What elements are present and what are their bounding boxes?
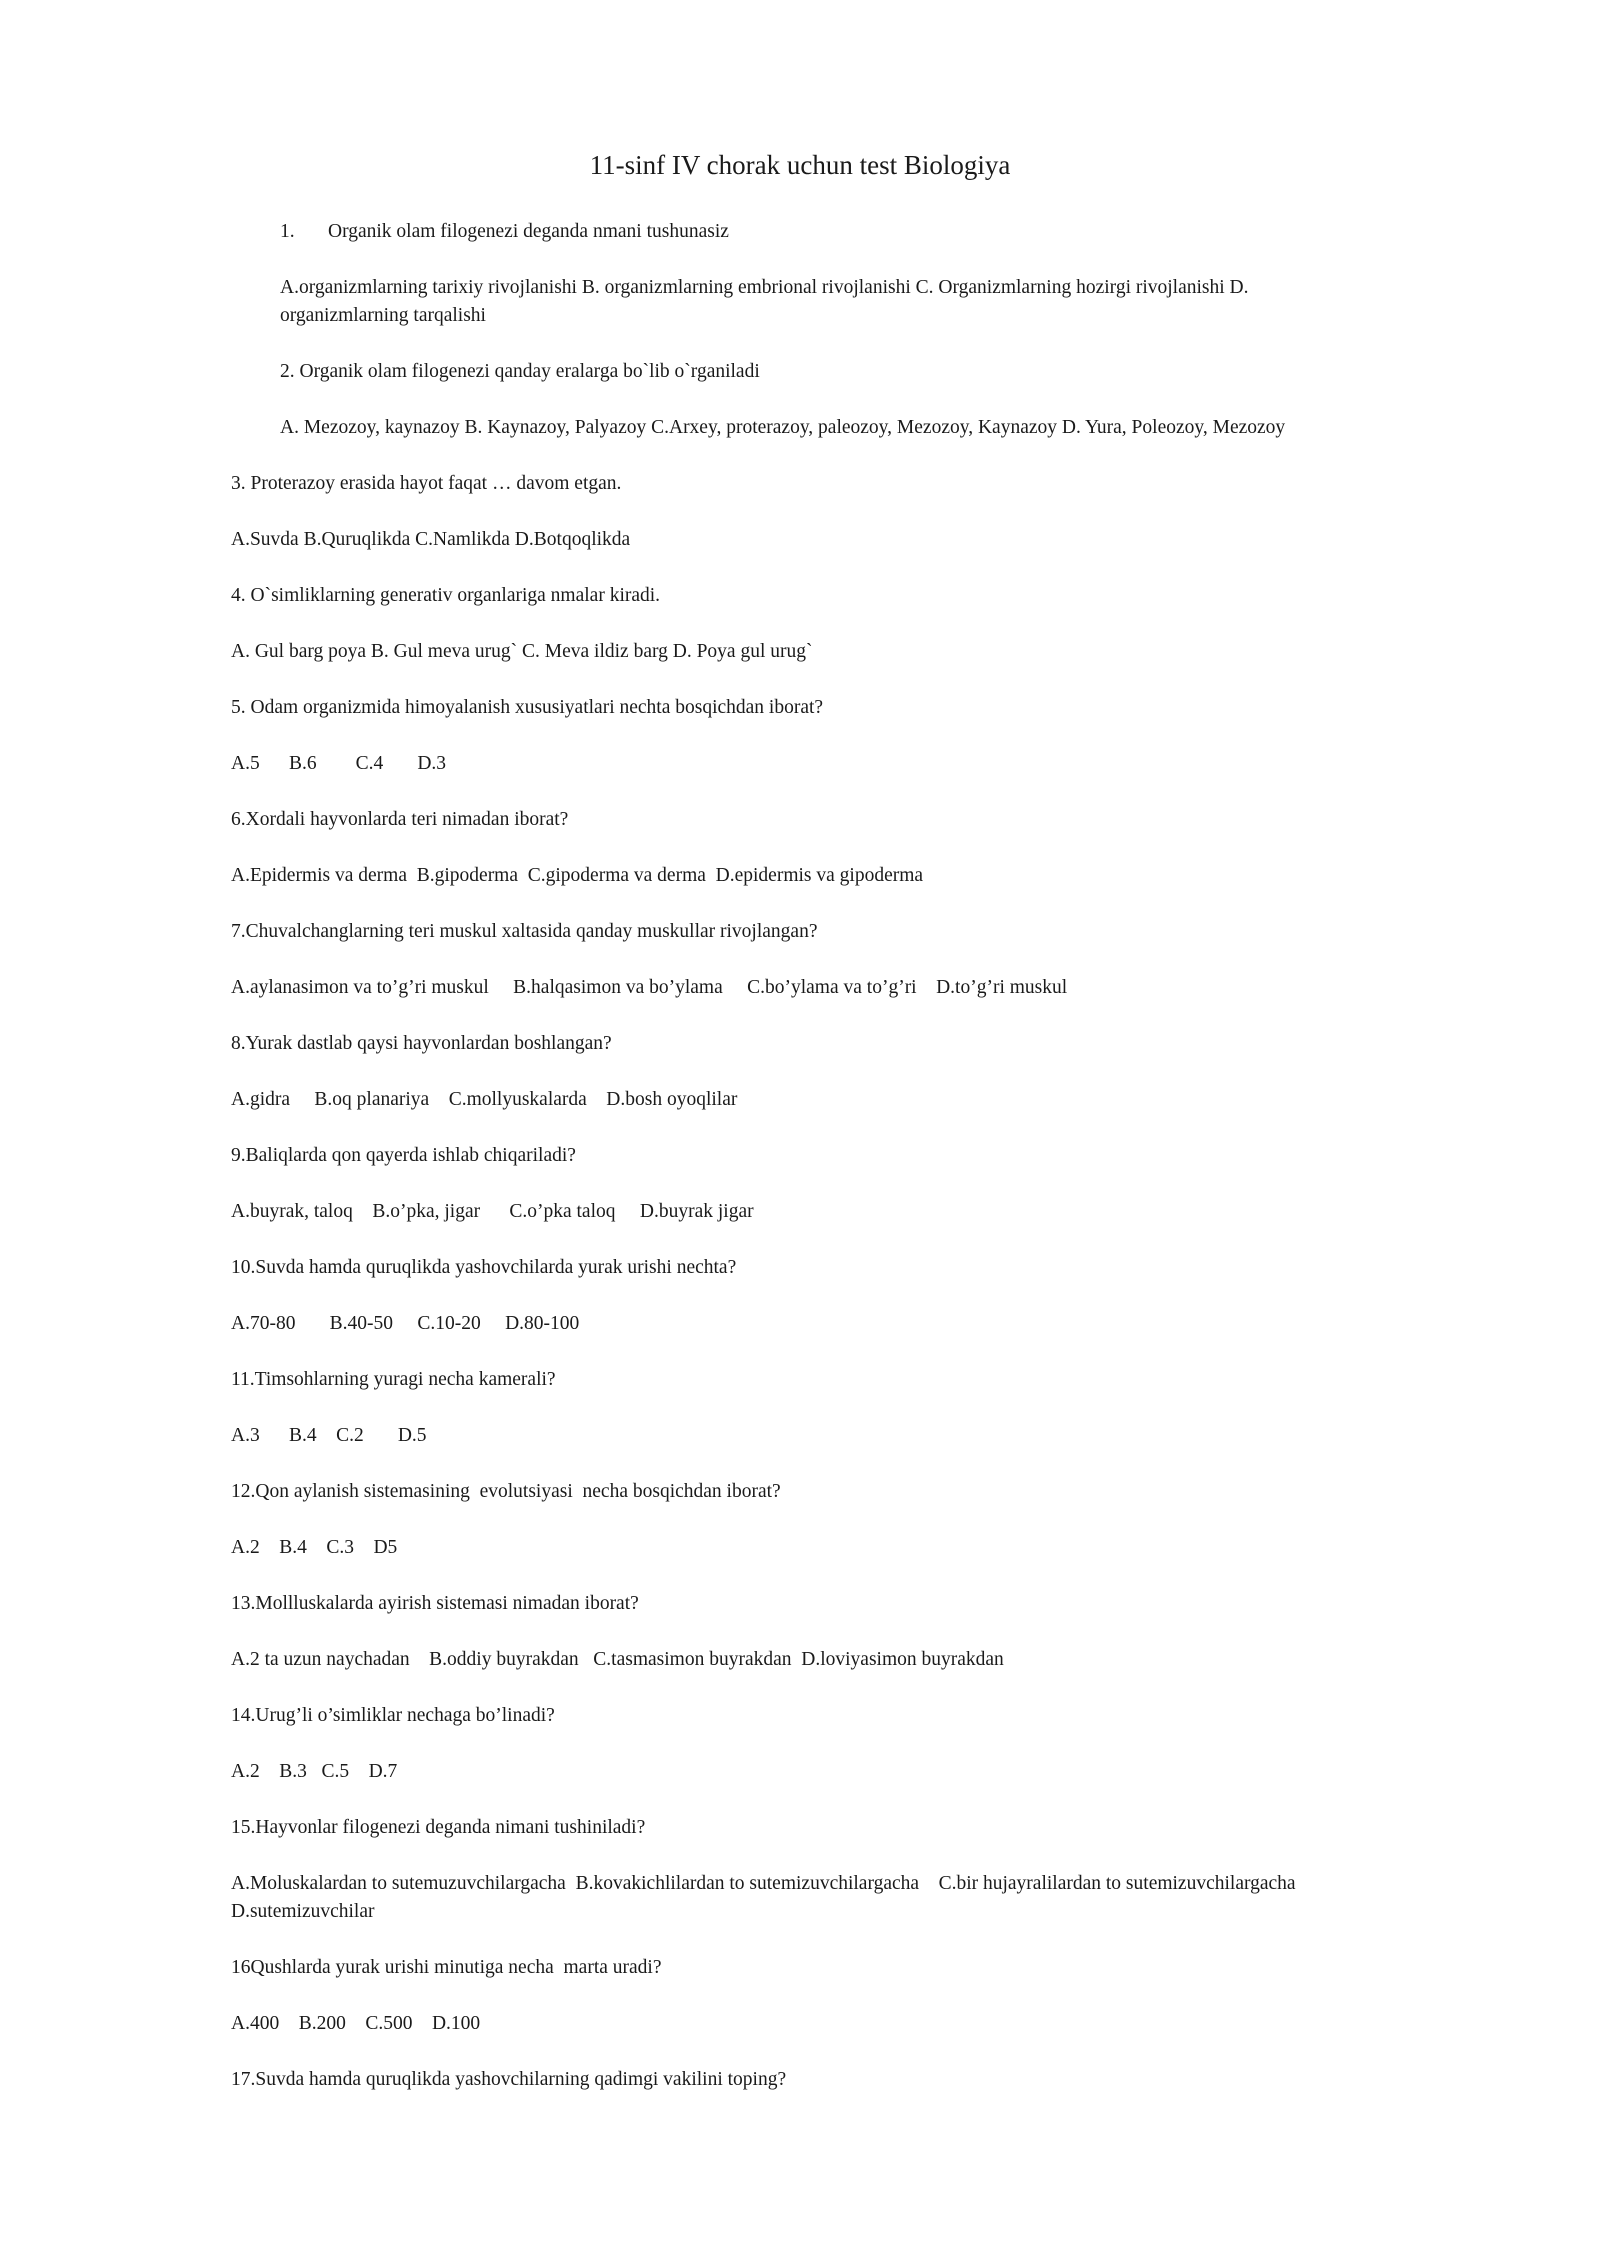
question-13: 13.Mollluskalarda ayirish sistemasi nimadan iborat? [231, 1593, 639, 1614]
question-16-options: A.400 B.200 C.500 D.100 [231, 2013, 481, 2034]
question-4-options: A. Gul barg poya B. Gul meva urug` C. Meva ildiz barg D. Poya gul urug` [231, 641, 813, 662]
question-1-options-line-1: A.organizmlarning tarixiy rivojlanishi B. organizmlarning embrional rivojlanishi C. Organizmlarning hozirgi rivojlanishi D. [280, 277, 1249, 298]
question-15-options-line-1: A.Moluskalardan to sutemuzuvchilargacha B.kovakichlilardan to sutemizuvchilargacha C.bir hujayralilardan to sutemizuvchilargacha [231, 1873, 1296, 1894]
question-14: 14.Urug’li o’simliklar nechaga bo’linadi? [231, 1705, 555, 1726]
question-5: 5. Odam organizmida himoyalanish xususiyatlari nechta bosqichdan iborat? [231, 697, 824, 718]
question-12: 12.Qon aylanish sistemasining evolutsiyasi necha bosqichdan iborat? [231, 1481, 781, 1502]
question-10-options: A.70-80 B.40-50 C.10-20 D.80-100 [231, 1313, 580, 1334]
question-12-options: A.2 B.4 C.3 D5 [231, 1537, 398, 1558]
question-7-options: A.aylanasimon va to’g’ri muskul B.halqasimon va bo’ylama C.bo’ylama va to’g’ri D.to’g’ri muskul [231, 977, 1068, 998]
question-1-number: 1. [280, 221, 295, 242]
question-5-options: A.5 B.6 C.4 D.3 [231, 753, 447, 774]
question-6: 6.Xordali hayvonlarda teri nimadan iborat? [231, 809, 569, 830]
page-title: 11-sinf IV chorak uchun test Biologiya [589, 150, 1011, 180]
question-17: 17.Suvda hamda quruqlikda yashovchilarning qadimgi vakilini toping? [231, 2069, 787, 2090]
question-9-options: A.buyrak, taloq B.o’pka, jigar C.o’pka taloq D.buyrak jigar [231, 1201, 754, 1222]
question-3-options: A.Suvda B.Quruqlikda C.Namlikda D.Botqoqlikda [231, 529, 631, 550]
question-9: 9.Baliqlarda qon qayerda ishlab chiqariladi? [231, 1145, 576, 1166]
question-15-options-line-2: D.sutemizuvchilar [231, 1901, 375, 1922]
question-14-options: A.2 B.3 C.5 D.7 [231, 1761, 398, 1782]
question-11: 11.Timsohlarning yuragi necha kamerali? [231, 1369, 556, 1390]
question-15: 15.Hayvonlar filogenezi deganda nimani tushiniladi? [231, 1817, 646, 1838]
question-11-options: A.3 B.4 C.2 D.5 [231, 1425, 427, 1446]
question-3: 3. Proterazoy erasida hayot faqat … davom etgan. [231, 473, 622, 494]
question-10: 10.Suvda hamda quruqlikda yashovchilarda yurak urishi nechta? [231, 1257, 737, 1278]
question-1 [280, 218, 729, 246]
question-1-options-line-2: organizmlarning tarqalishi [280, 305, 486, 326]
question-2: 2. Organik olam filogenezi qanday eralarga bo`lib o`rganiladi [280, 361, 760, 382]
question-16: 16Qushlarda yurak urishi minutiga necha marta uradi? [231, 1957, 662, 1978]
question-7: 7.Chuvalchanglarning teri muskul xaltasida qanday muskullar rivojlangan? [231, 921, 818, 942]
question-8-options: A.gidra B.oq planariya C.mollyuskalarda D.bosh oyoqlilar [231, 1089, 738, 1110]
question-2-options: A. Mezozoy, kaynazoy B. Kaynazoy, Palyazoy C.Arxey, proterazoy, paleozoy, Mezozoy, Kaynazoy D. Yura, Poleozoy, Mezozoy [280, 417, 1286, 438]
question-8: 8.Yurak dastlab qaysi hayvonlardan boshlangan? [231, 1033, 612, 1054]
question-4: 4. O`simliklarning generativ organlariga nmalar kiradi. [231, 585, 661, 606]
question-6-options: A.Epidermis va derma B.gipoderma C.gipoderma va derma D.epidermis va gipoderma [231, 865, 924, 886]
question-13-options: A.2 ta uzun naychadan B.oddiy buyrakdan C.tasmasimon buyrakdan D.loviyasimon buyrakdan [231, 1649, 1004, 1670]
question-1-text: Organik olam filogenezi deganda nmani tushunasiz [328, 221, 729, 242]
